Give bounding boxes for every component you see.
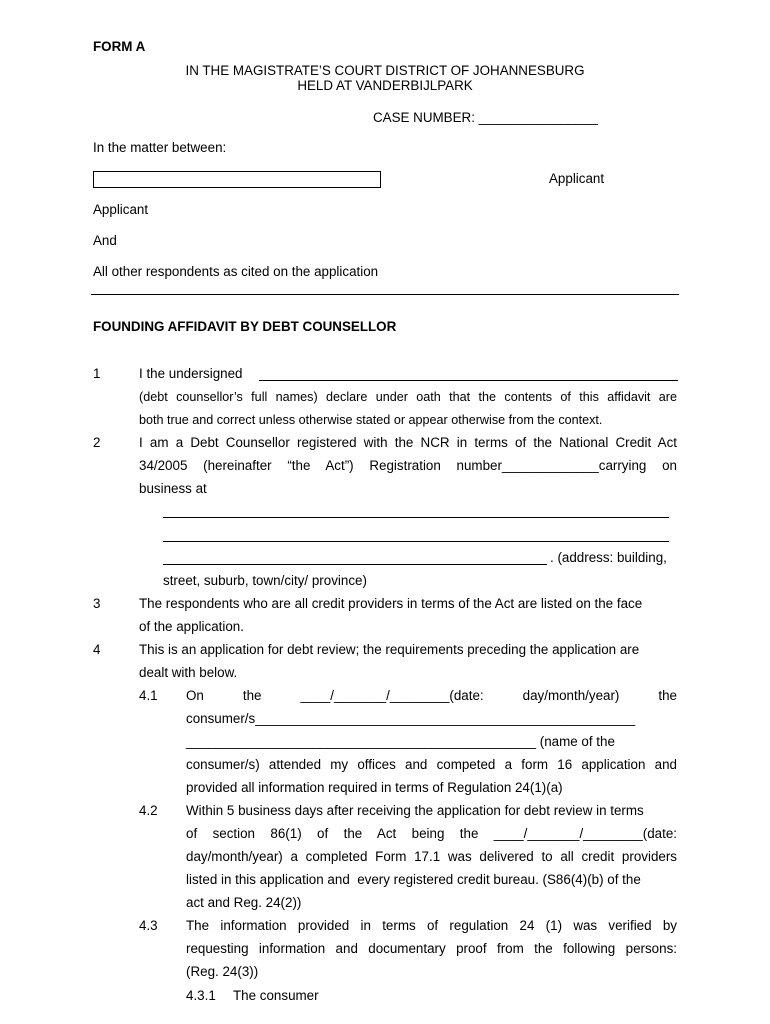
sub-4-2-line-5: act and Reg. 24(2)): [186, 895, 302, 910]
sub-4-2-number: 4.2: [139, 803, 158, 818]
para-2-line-2: 34/2005 (hereinafter “the Act”) Registration number_____________carrying on: [139, 458, 677, 473]
sub-4-3-1-label: The consumer: [233, 988, 319, 1003]
sub-4-3-number: 4.3: [139, 918, 158, 933]
applicant-label-right: Applicant: [549, 171, 605, 186]
sub-4-3-line-1: The information provided in terms of regulation 24 (1) was verified by: [186, 918, 677, 933]
full-names-line[interactable]: [259, 380, 678, 381]
para-3-line-1: The respondents who are all credit providers in terms of the Act are listed on the face: [139, 596, 643, 611]
address-line-1[interactable]: [163, 517, 669, 518]
sub-4-3-1-number: 4.3.1: [186, 988, 216, 1003]
para-1-number: 1: [93, 366, 101, 381]
para-4-line-1: This is an application for debt review; the requirements preceding the application are: [139, 642, 640, 657]
respondents-label: All other respondents as cited on the application: [93, 264, 379, 279]
sub-4-1-line-5: provided all information required in terms of Regulation 24(1)(a): [186, 780, 563, 795]
para-1-line-2: (debt counsellor’s full names) declare under oath that the contents of this affidavit are: [139, 390, 677, 404]
form-label: FORM A: [93, 39, 146, 54]
applicant-name-field[interactable]: [93, 171, 381, 188]
court-line-1: IN THE MAGISTRATE’S COURT DISTRICT OF JOHANNESBURG: [185, 63, 585, 78]
sub-4-1-line-3: _______________________________________________ (name of the: [186, 734, 615, 749]
section-divider: [91, 294, 679, 295]
sub-4-2-line-3: day/month/year) a completed Form 17.1 was delivered to all credit providers: [186, 849, 677, 864]
para-1-line-1: I the undersigned: [139, 366, 243, 381]
sub-4-3-line-3: (Reg. 24(3)): [186, 964, 259, 979]
address-line-2[interactable]: [163, 541, 669, 542]
address-line-3[interactable]: [163, 564, 547, 565]
sub-4-2-line-1: Within 5 business days after receiving the application for debt review in terms: [186, 803, 644, 818]
para-2-line-3: business at: [139, 481, 207, 496]
para-1-line-3: both true and correct unless otherwise stated or appear otherwise from the context.: [139, 413, 603, 427]
sub-4-1-number: 4.1: [139, 688, 158, 703]
para-2-number: 2: [93, 435, 101, 450]
para-4-number: 4: [93, 642, 101, 657]
matter-between: In the matter between:: [93, 140, 227, 155]
para-3-number: 3: [93, 596, 101, 611]
sub-4-2-line-2: of section 86(1) of the Act being the ____/_______/________(date:: [186, 826, 677, 841]
sub-4-1-line-1: On the ____/_______/________(date: day/month/year) the: [186, 688, 677, 703]
para-2-line-1: I am a Debt Counsellor registered with the NCR in terms of the National Credit Act: [139, 435, 677, 450]
sub-4-3-line-2: requesting information and documentary proof from the following persons:: [186, 941, 677, 956]
court-line-2: HELD AT VANDERBIJLPARK: [297, 78, 473, 93]
address-hint: . (address: building,: [550, 550, 667, 565]
affidavit-title: FOUNDING AFFIDAVIT BY DEBT COUNSELLOR: [93, 319, 397, 334]
sub-4-1-line-2: consumer/s___________________________________________________: [186, 711, 636, 726]
para-4-line-2: dealt with below.: [139, 665, 238, 680]
para-3-line-2: of the application.: [139, 619, 244, 634]
sub-4-2-line-4: listed in this application and every registered credit bureau. (S86(4)(b) of the: [186, 872, 641, 887]
case-number-label: CASE NUMBER: ________________: [373, 110, 598, 125]
sub-4-1-line-4: consumer/s) attended my offices and competed a form 16 application and: [186, 757, 677, 772]
and-label: And: [93, 233, 117, 248]
address-hint-2: street, suburb, town/city/ province): [163, 573, 367, 588]
applicant-label-left: Applicant: [93, 202, 149, 217]
